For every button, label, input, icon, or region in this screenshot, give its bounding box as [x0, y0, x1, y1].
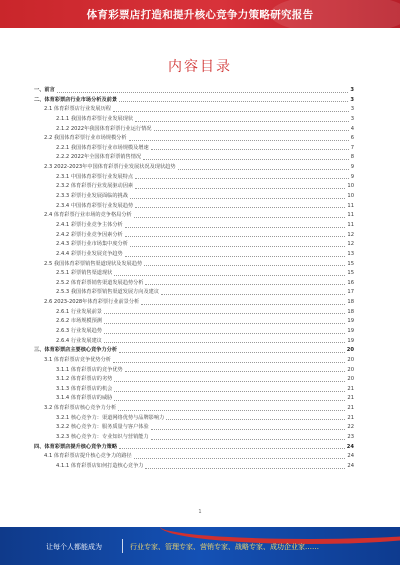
toc-entry[interactable]: [34, 337, 354, 347]
toc-entry-page: 9: [350, 164, 354, 171]
toc-leader-dots: [161, 294, 345, 295]
toc-entry-page: 8: [350, 154, 354, 161]
toc-entry-title: 2.1.2 2022年我国体育彩票行业运行情况: [56, 125, 152, 132]
toc-entry-title: 3.2.3 核心竞争力：专业知识与营销能力: [56, 434, 149, 441]
toc-leader-dots: [143, 159, 349, 160]
toc-entry[interactable]: [34, 346, 354, 356]
toc-entry-page: 11: [347, 221, 354, 228]
toc-entry-page: 10: [347, 193, 354, 200]
report-title: 体育彩票店打造和提升核心竞争力策略研究报告: [86, 9, 314, 21]
toc-entry-title: 2.3 2022-2023年中国体育彩票行业发展状况及现状趋势: [44, 164, 176, 171]
toc-entry-title: 2.5.3 我国体育彩票销售渠道发展方向及建议: [56, 289, 160, 296]
toc-entry[interactable]: [34, 125, 354, 135]
toc-entry-page: 16: [347, 279, 354, 286]
toc-leader-dots: [114, 400, 345, 401]
toc-leader-dots: [141, 304, 345, 305]
toc-entry[interactable]: [34, 144, 354, 154]
toc-entry[interactable]: [34, 298, 354, 308]
toc-leader-dots: [113, 362, 345, 363]
toc-leader-dots: [118, 410, 345, 411]
toc-entry[interactable]: [34, 153, 354, 163]
toc-entry-title: 2.1 体育彩票店行业发展历程: [44, 106, 111, 113]
toc-entry-title: 2.2.1 我国体育彩票行业市场规模及增速: [56, 144, 149, 151]
toc-entry-title: 2.4.4 彩票行业发展竞争趋势: [56, 250, 123, 257]
toc-leader-dots: [145, 284, 345, 285]
footer-divider: [122, 539, 123, 553]
toc-entry[interactable]: [34, 211, 354, 221]
toc-entry[interactable]: [34, 105, 354, 115]
toc-entry-page: 19: [347, 328, 354, 334]
toc-entry-page: 7: [350, 144, 354, 151]
toc-entry-title: 3.1.1 体育彩票店的竞争优势: [56, 366, 123, 373]
footer-slogan-left: 让每个人都能成为: [46, 543, 102, 551]
toc-leader-dots: [125, 236, 346, 237]
toc-entry-title: 2.5 我国体育彩票销售渠道现状及发展趋势: [44, 260, 143, 267]
toc-entry[interactable]: [34, 443, 354, 453]
toc-entry-page: 20: [346, 347, 354, 354]
toc-entry[interactable]: [34, 269, 354, 279]
toc-entry-page: 20: [347, 356, 354, 363]
header-banner: [0, 0, 400, 28]
toc-leader-dots: [57, 92, 349, 93]
toc-entry[interactable]: [34, 260, 354, 270]
toc-entry[interactable]: [34, 356, 354, 366]
toc-leader-dots: [134, 217, 346, 218]
toc-entry-page: 15: [347, 260, 354, 267]
toc-leader-dots: [151, 429, 346, 430]
toc-entry[interactable]: [34, 182, 354, 192]
toc-entry[interactable]: [34, 423, 354, 433]
toc-entry[interactable]: [34, 231, 354, 241]
toc-leader-dots: [119, 352, 345, 353]
toc-entry[interactable]: [34, 240, 354, 250]
toc-entry-title: 2.3.4 中国体育彩票行业发展趋势: [56, 202, 134, 209]
toc-entry-page: 18: [347, 308, 354, 315]
toc-entry-title: 2.6.4 行业发展建议: [56, 337, 102, 344]
toc-leader-dots: [135, 207, 345, 208]
toc-entry-title: 3.1.3 体育彩票店的机会: [56, 385, 113, 392]
toc-leader-dots: [178, 169, 349, 170]
toc-leader-dots: [125, 371, 346, 372]
toc-entry[interactable]: [34, 279, 354, 289]
toc-entry-page: 12: [347, 241, 354, 248]
toc-entry-page: 6: [350, 135, 354, 142]
toc-entry-page: 4: [350, 125, 354, 132]
toc-entry-page: 24: [347, 453, 354, 460]
toc-entry-title: 4.1.1 体育彩票店如何打造核心竞争力: [56, 462, 144, 469]
toc-leader-dots: [151, 439, 346, 440]
toc-leader-dots: [130, 246, 345, 247]
toc-entry-page: 23: [347, 434, 354, 441]
toc-entry-title: 2.6 2023-2028年体育彩票行业前景分析: [44, 299, 140, 306]
toc-entry[interactable]: [34, 202, 354, 212]
toc-entry[interactable]: [34, 192, 354, 202]
toc-entry-title: 3.2.2 核心竞争力：服务质量与客户体验: [56, 424, 149, 431]
toc-entry-page: 21: [347, 405, 354, 412]
toc-entry-page: 21: [347, 395, 354, 402]
toc-entry[interactable]: [34, 115, 354, 125]
toc-leader-dots: [135, 178, 349, 179]
toc-entry[interactable]: [34, 433, 354, 443]
toc-leader-dots: [154, 130, 349, 131]
toc-entry-page: 3: [350, 106, 354, 113]
toc-entry-title: 2.5.1 彩票销售渠道现状: [56, 270, 113, 277]
toc-leader-dots: [125, 256, 346, 257]
toc-leader-dots: [144, 265, 345, 266]
toc-entry-title: 2.3.1 中国体育彩票行业发展特点: [56, 173, 134, 180]
toc-leader-dots: [145, 468, 345, 469]
toc-entry-title: 3.1.2 体育彩票店的劣势: [56, 376, 113, 383]
toc-entry-title: 3.2 体育彩票店核心竞争力分析: [44, 405, 117, 412]
toc-entry[interactable]: [34, 317, 354, 327]
toc-leader-dots: [114, 381, 345, 382]
toc-entry[interactable]: [34, 221, 354, 231]
toc-leader-dots: [135, 188, 345, 189]
toc-leader-dots: [130, 198, 345, 199]
toc-entry-page: 3: [350, 86, 354, 93]
toc-entry[interactable]: [34, 250, 354, 260]
toc-entry[interactable]: [34, 395, 354, 405]
toc-entry-page: 9: [350, 173, 354, 180]
toc-leader-dots: [114, 275, 345, 276]
toc-entry-page: 13: [347, 250, 354, 257]
toc-entry[interactable]: [34, 163, 354, 173]
toc-leader-dots: [166, 419, 345, 420]
toc-entry-page: 24: [347, 462, 354, 469]
toc-entry-title: 三、体育彩票店主要核心竞争力分析: [34, 347, 118, 354]
toc-entry-title: 3.1 体育彩票店竞争优势分析: [44, 356, 111, 363]
toc-entry-title: 2.3.3 彩票行业发展面临的挑战: [56, 193, 128, 200]
toc-entry-title: 2.4.1 彩票行业竞争主体分析: [56, 221, 123, 228]
toc-entry-page: 11: [347, 212, 354, 219]
toc-entry[interactable]: [34, 385, 354, 395]
toc-leader-dots: [104, 333, 345, 334]
toc-leader-dots: [104, 342, 345, 343]
toc-entry-title: 2.4.3 彩票行业市场集中度分析: [56, 241, 128, 248]
table-of-contents: [34, 86, 354, 472]
toc-entry-page: 18: [347, 299, 354, 306]
toc-entry-title: 2.6.2 市场规模预测: [56, 318, 102, 325]
toc-heading: 内容目录: [168, 59, 232, 75]
toc-entry[interactable]: [34, 327, 354, 337]
toc-entry[interactable]: [34, 86, 354, 96]
toc-entry-title: 3.1.4 体育彩票店的威胁: [56, 395, 113, 402]
toc-entry-page: 3: [350, 115, 354, 122]
toc-entry-title: 2.2.2 2022年全国体育彩票销售情况: [56, 154, 142, 161]
toc-leader-dots: [125, 227, 346, 228]
footer-banner: [0, 527, 400, 565]
toc-entry-title: 四、体育彩票店提升核心竞争力策略: [34, 443, 118, 450]
toc-leader-dots: [114, 391, 345, 392]
toc-leader-dots: [129, 140, 349, 141]
toc-entry-title: 3.2.1 核心竞争力：渠道网络优势与品牌影响力: [56, 414, 165, 421]
toc-entry-page: 21: [347, 414, 354, 421]
toc-leader-dots: [113, 111, 349, 112]
toc-entry[interactable]: [34, 308, 354, 318]
toc-entry[interactable]: [34, 404, 354, 414]
toc-entry-page: 3: [350, 96, 354, 103]
page-number: 1: [198, 509, 202, 515]
toc-leader-dots: [119, 448, 345, 449]
toc-entry-page: 19: [347, 318, 354, 325]
toc-entry-title: 2.3.2 体育彩票行业发展驱动因素: [56, 183, 134, 190]
toc-entry-title: 一、前言: [34, 86, 55, 93]
toc-entry-title: 2.1.1 我国体育彩票行业发展现状: [56, 115, 134, 122]
toc-entry-page: 10: [347, 183, 354, 190]
toc-entry[interactable]: [34, 288, 354, 298]
toc-entry[interactable]: [34, 134, 354, 144]
toc-entry-title: 4.1 体育彩票店提升核心竞争力的路径: [44, 453, 132, 460]
toc-entry-page: 22: [347, 424, 354, 431]
toc-leader-dots: [104, 313, 345, 314]
toc-leader-dots: [119, 101, 348, 102]
toc-entry-title: 2.5.2 体育彩票销售渠道发展趋势分析: [56, 279, 144, 286]
toc-entry[interactable]: [34, 366, 354, 376]
toc-leader-dots: [151, 149, 349, 150]
toc-entry-page: 19: [347, 337, 354, 344]
toc-entry-title: 2.4.2 彩票行业竞争因素分析: [56, 231, 123, 238]
toc-entry-page: 20: [347, 376, 354, 383]
toc-entry[interactable]: [34, 96, 354, 106]
toc-entry-page: 17: [347, 289, 354, 296]
footer-slogan-right: 行业专家、管理专家、营销专家、战略专家、成功企业家……: [130, 543, 319, 551]
toc-entry-page: 11: [347, 202, 354, 209]
toc-entry-page: 15: [347, 270, 354, 277]
toc-entry[interactable]: [34, 375, 354, 385]
toc-leader-dots: [104, 323, 345, 324]
toc-entry-title: 二、体育彩票店行业市场分析及前景: [34, 96, 118, 103]
toc-entry[interactable]: [34, 462, 354, 472]
toc-entry[interactable]: [34, 414, 354, 424]
toc-entry-page: 20: [347, 366, 354, 373]
toc-entry-title: 2.2 我国体育彩票行业市场规模分析: [44, 135, 127, 142]
toc-entry-page: 21: [347, 385, 354, 392]
toc-entry-page: 12: [347, 231, 354, 238]
toc-entry-title: 2.6.3 行业发展趋势: [56, 328, 102, 334]
toc-entry-page: 24: [346, 443, 354, 450]
toc-entry-title: 2.4 体育彩票行业市场的竞争格局分析: [44, 212, 132, 219]
toc-entry-title: 2.6.1 行业发展前景: [56, 308, 102, 315]
toc-entry[interactable]: [34, 173, 354, 183]
toc-leader-dots: [135, 121, 349, 122]
toc-entry[interactable]: [34, 452, 354, 462]
toc-leader-dots: [134, 458, 346, 459]
